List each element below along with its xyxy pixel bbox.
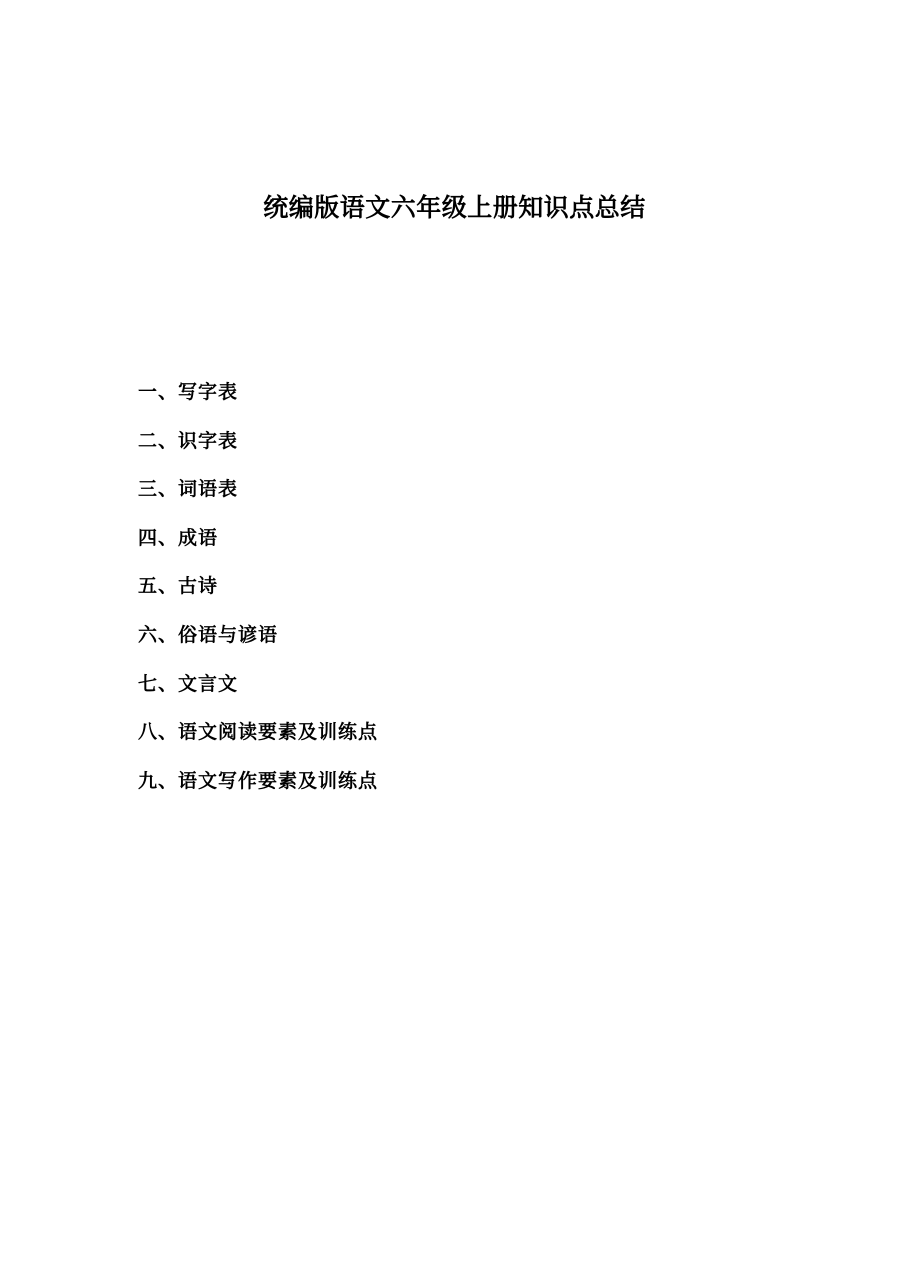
toc-item: 一、写字表 — [138, 381, 239, 403]
table-of-contents — [138, 377, 378, 814]
toc-item: 九、语文写作要素及训练点 — [138, 769, 379, 792]
toc-item: 八、语文阅读要素及训练点 — [138, 721, 379, 744]
toc-item: 五、古诗 — [138, 575, 219, 598]
toc-item: 二、识字表 — [138, 429, 239, 452]
document-title: 统编版语文六年级上册知识点总结 — [263, 193, 646, 222]
toc-item: 六、俗语与谚语 — [138, 623, 279, 646]
toc-item: 三、词语表 — [138, 478, 239, 501]
toc-item: 七、文言文 — [138, 672, 239, 695]
toc-item: 四、成语 — [138, 526, 219, 549]
